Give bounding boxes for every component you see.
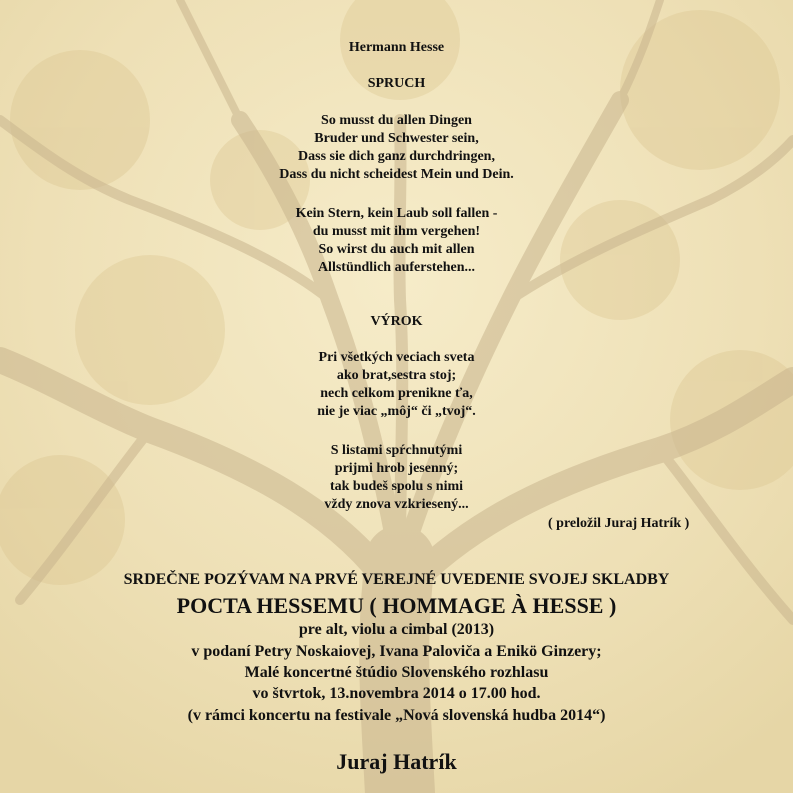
poem-title-slovak: VÝROK bbox=[370, 314, 423, 329]
poem-line: Allstündlich auferstehen... bbox=[317, 260, 476, 275]
signature: Juraj Hatrík bbox=[336, 749, 457, 774]
invitation-line: v podaní Petry Noskaiovej, Ivana Paloviča a Enikö Ginzery; bbox=[191, 643, 602, 660]
poem-title-german: SPRUCH bbox=[367, 76, 426, 91]
poem-line: prijmi hrob jesenný; bbox=[334, 461, 459, 476]
poem-line: Bruder und Schwester sein, bbox=[314, 131, 479, 146]
poem-line: Dass sie dich ganz durchdringen, bbox=[298, 149, 495, 164]
poem-line: So wirst du auch mit allen bbox=[318, 242, 475, 257]
poem-line: du musst mit ihm vergehen! bbox=[312, 224, 481, 239]
poem-line: Pri všetkých veciach sveta bbox=[318, 350, 475, 365]
poem-author: Hermann Hesse bbox=[348, 40, 445, 55]
invitation-line: pre alt, violu a cimbal (2013) bbox=[298, 621, 495, 638]
poem-line: vždy znova vzkriesený... bbox=[324, 497, 469, 512]
invitation-intro: SRDEČNE POZÝVAM NA PRVÉ VEREJNÉ UVEDENIE SVOJEJ SKLADBY bbox=[123, 571, 670, 588]
poem-line: nie je viac „môj“ či „tvoj“. bbox=[317, 404, 476, 419]
poem-line: nech celkom prenikne ťa, bbox=[320, 386, 473, 401]
poem-line: Kein Stern, kein Laub soll fallen - bbox=[295, 206, 498, 221]
poem-line: Dass du nicht scheidest Mein und Dein. bbox=[279, 167, 514, 182]
invitation-line: vo štvrtok, 13.novembra 2014 o 17.00 hod. bbox=[252, 685, 541, 702]
invitation-line: Malé koncertné štúdio Slovenského rozhlasu bbox=[244, 664, 549, 681]
poem-line: So musst du allen Dingen bbox=[321, 113, 472, 128]
composition-title: POCTA HESSEMU ( HOMMAGE À HESSE ) bbox=[176, 593, 617, 618]
translator-credit: ( preložil Juraj Hatrík ) bbox=[548, 516, 690, 531]
poem-line: ako brat,sestra stoj; bbox=[336, 368, 457, 383]
poem-line: S listami spŕchnutými bbox=[330, 443, 463, 458]
invitation-line: (v rámci koncertu na festivale „Nová slovenská hudba 2014“) bbox=[187, 707, 606, 724]
poem-line: tak budeš spolu s nimi bbox=[329, 479, 464, 494]
